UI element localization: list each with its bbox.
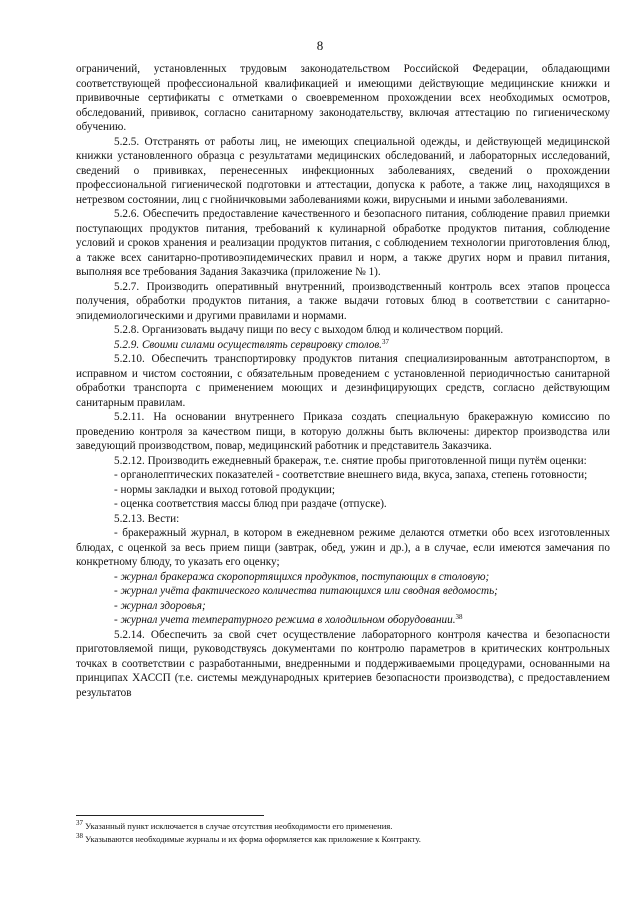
paragraph-5-2-13: 5.2.13. Вести: <box>114 512 180 525</box>
page-number: 8 <box>316 38 324 53</box>
paragraph-5-2-6: 5.2.6. Обеспечить предоставление качественного и безопасного питания, соблюдение правил приемки поступающих продуктов питания, требований к кулинарной обработке продуктов питания, соблюдение условий и сроков хранения и реализации продуктов питания, с соблюдением технологии приготовления блюд, а также всех санитарно-противоэпидемических правил и норм, а также других норм и правил питания, выполняя все требования Задания Заказчика (приложение № 1). <box>76 208 610 278</box>
list-item <box>76 613 610 628</box>
list-item: - оценка соответствия массы блюд при раздаче (отпуске). <box>114 498 387 510</box>
footnote-37 <box>76 820 610 833</box>
paragraph-5-2-10: 5.2.10. Обеспечить транспортировку продуктов питания специализированным автотранспортом, в исправном и чистом состоянии, с обязательным проведением с установленной периодичностью санитарной обработки транспорта с применением моющих и дезинфицирующих средств, согласно действующим санитарным правилам. <box>76 353 610 409</box>
list-item: - органолептических показателей - соответствие внешнего вида, вкуса, запаха, степень готовности; <box>114 469 588 481</box>
paragraph-5-2-7: 5.2.7. Производить оперативный внутренний, производственный контроль всех этапов процесса получения, обработки продуктов питания, а также выдачи готовых блюд в соответствии с санитарно-эпидемиологическими и другими правилами и нормами. <box>76 280 610 322</box>
paragraph: ограничений, установленных трудовым законодательством Российской Федерации, обладающими соответствующей профессиональной квалификацией и имеющими действующие медицинские книжки и прививочные сертификаты с отметками о своевременном прохождении всех необходимых осмотров, обследований, прививок, согласно санитарному законодательству, включая аттестацию по гигиеническому обучению. <box>76 63 610 133</box>
list-item-text: - журнал учета температурного режима в холодильном оборудовании. <box>114 614 456 626</box>
footnotes <box>76 820 610 846</box>
footnote-text: Указываются необходимые журналы и их форма оформляется как приложение к Контракту. <box>85 834 421 844</box>
list-item: - журнал бракеража скоропортящихся продуктов, поступающих в столовую; <box>114 570 490 583</box>
footnote-ref-38: 38 <box>455 613 463 621</box>
footnote-number: 37 <box>76 819 83 827</box>
paragraph-5-2-8: 5.2.8. Организовать выдачу пищи по весу с выходом блюд и количеством порций. <box>114 324 504 336</box>
list-item: - журнал здоровья; <box>114 599 206 612</box>
footnote-divider <box>76 815 264 816</box>
paragraph-5-2-11: 5.2.11. На основании внутреннего Приказа создать специальную бракеражную комиссию по проведению контроля за качеством пищи, в которую должны быть включены: директор производства или заведующий производством, повар, медицинский работник и представитель Заказчика. <box>76 411 610 452</box>
footnote-ref-37: 37 <box>381 337 389 346</box>
paragraph-5-2-9-text: 5.2.9. Своими силами осуществлять сервировку столов. <box>114 338 382 351</box>
list-item: - бракеражный журнал, в котором в ежедневном режиме делаются отметки обо всех изготовленных блюдах, с оценкой за весь прием пищи (завтрак, обед, ужин и др.), а в случае, если имеются замечания по конкретному блюду, то указать его оценку; <box>76 527 610 568</box>
footnote-number: 38 <box>76 832 83 840</box>
list-item: - журнал учёта фактического количества питающихся или сводная ведомость; <box>114 585 498 597</box>
paragraph-5-2-14: 5.2.14. Обеспечить за свой счет осуществление лабораторного контроля качества и безопасности приготовляемой пищи, руководствуясь документами по контролю параметров в критических контрольных точках в соответствии с разработанными, внедренными и поддерживаемыми процедурами, основанными на принципах ХАССП (т.е. системы международных критериев безопасности производства), с предоставлением результатов <box>76 628 610 699</box>
document-body <box>76 62 610 700</box>
paragraph-5-2-5: 5.2.5. Отстранять от работы лиц, не имеющих специальной одежды, и действующей медицинской книжки установленного образца с результатами медицинских обследований, и лабораторных исследований, сведений о прививках, перенесенных инфекционных заболеваниях, сведений о прохождении профессиональной гигиенической подготовки и аттестации, допуска к работе, а также лиц, находящихся в нетрезвом состоянии, лиц с гнойничковыми заболеваниями кожи, вирусными и иными заболеваниями. <box>76 135 610 206</box>
footnote-38 <box>76 833 610 846</box>
footnote-text: Указанный пункт исключается в случае отсутствия необходимости его применения. <box>85 821 393 831</box>
paragraph-5-2-9 <box>76 338 610 353</box>
paragraph-5-2-12: 5.2.12. Производить ежедневный бракераж, т.е. снятие пробы приготовленной пищи путём оценки: <box>114 454 587 467</box>
list-item: - нормы закладки и выход готовой продукции; <box>114 483 336 496</box>
